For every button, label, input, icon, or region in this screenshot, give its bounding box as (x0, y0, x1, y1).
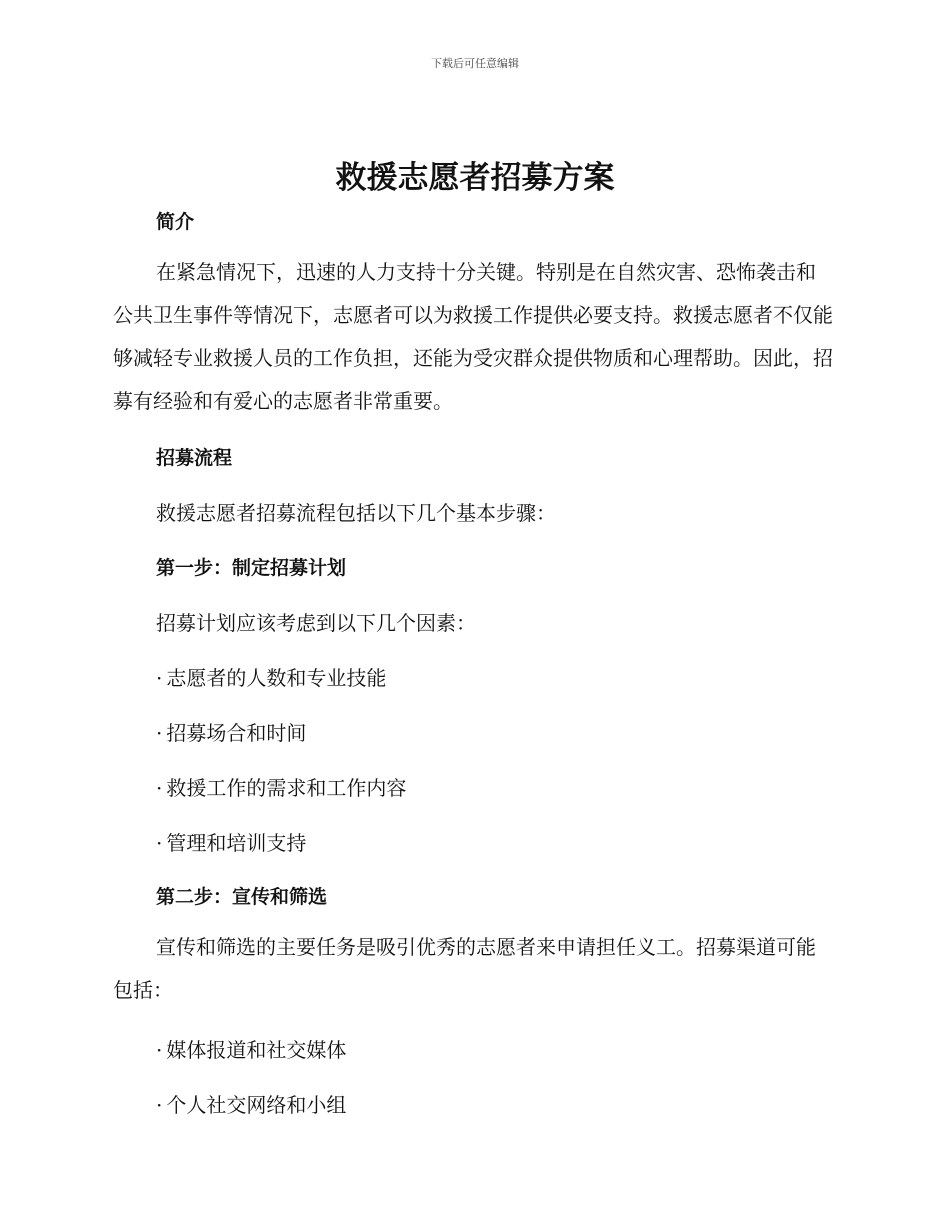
step1-heading: 第一步：制定招募计划 (156, 557, 347, 579)
bullet-dot: · (156, 776, 163, 800)
step2-paragraph: 宣传和筛选的主要任务是吸引优秀的志愿者来申请担任义工。招募渠道可能包括： (113, 935, 816, 1002)
bullet-text: 管理和培训支持 (166, 831, 307, 855)
bullet-text: 招募场合和时间 (166, 721, 307, 745)
step1-bullet-item (156, 827, 306, 856)
process-heading: 招募流程 (156, 447, 233, 469)
bullet-text: 媒体报道和社交媒体 (166, 1038, 347, 1062)
bullet-text: 志愿者的人数和专业技能 (166, 666, 387, 690)
bullet-dot: · (156, 1038, 163, 1062)
bullet-dot: · (156, 721, 163, 745)
bullet-text: 救援工作的需求和工作内容 (166, 776, 407, 800)
step2-bullet-item (156, 1034, 346, 1063)
step1-bullet-item (156, 772, 406, 801)
step1-bullet-item (156, 662, 386, 691)
step2-heading: 第二步：宣传和筛选 (156, 886, 328, 908)
header-note: 下载后可任意编辑 (431, 57, 519, 70)
step1-intro: 招募计划应该考虑到以下几个因素： (156, 611, 476, 635)
intro-paragraph: 在紧急情况下，迅速的人力支持十分关键。特别是在自然灾害、恐怖袭击和公共卫生事件等情况下，志愿者可以为救援工作提供必要支持。救援志愿者不仅能够减轻专业救援人员的工作负担，还能为受灾群众提供物质和心理帮助。因此，招募有经验和有爱心的志愿者非常重要。 (113, 260, 833, 413)
intro-heading: 简介 (156, 211, 195, 233)
document-title: 救援志愿者招募方案 (335, 160, 615, 196)
process-intro: 救援志愿者招募流程包括以下几个基本步骤： (156, 501, 556, 525)
bullet-dot: · (156, 831, 163, 855)
bullet-text: 个人社交网络和小组 (166, 1093, 347, 1117)
step2-bullet-item (156, 1089, 346, 1118)
bullet-dot: · (156, 666, 163, 690)
step1-bullet-item (156, 717, 306, 746)
bullet-dot: · (156, 1093, 163, 1117)
